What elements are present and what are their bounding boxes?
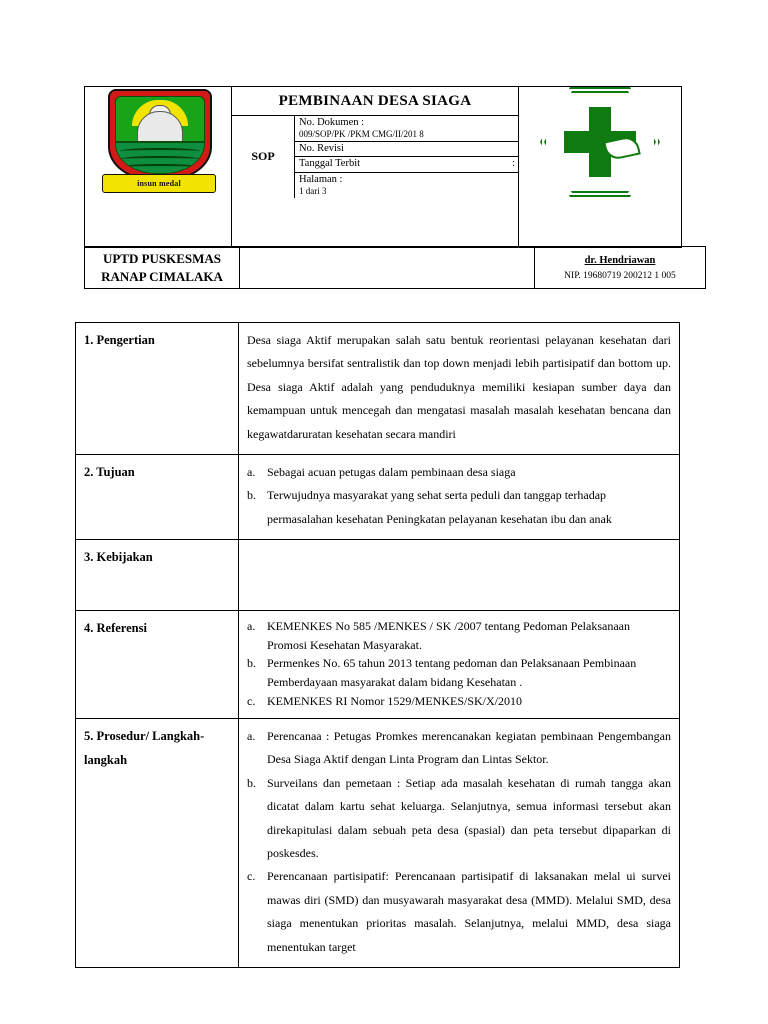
section-body-prosedur — [239, 719, 680, 968]
no-dokumen-label: No. Dokumen : — [299, 117, 365, 128]
list-text: Sebagai acuan petugas dalam pembinaan desa siaga — [267, 464, 516, 479]
identity-row-table — [84, 246, 706, 289]
list-item — [247, 654, 671, 691]
unit-name: UPTD PUSKESMAS RANAP CIMALAKA — [85, 247, 240, 289]
list-marker: a. — [247, 619, 256, 634]
list-text: KEMENKES RI Nomor 1529/MENKES/SK/X/2010 — [267, 693, 523, 708]
list-marker: c. — [247, 693, 256, 708]
halaman-value: 1 dari 3 — [299, 186, 327, 197]
list-item — [247, 484, 671, 531]
list-marker: b. — [247, 488, 256, 503]
signer-name: dr. Hendriawan — [584, 254, 656, 266]
section-title: Tujuan — [96, 464, 135, 479]
no-revisi-row — [295, 142, 518, 157]
section-label-kebijakan — [76, 540, 239, 611]
section-title: Kebijakan — [96, 550, 153, 565]
section-label-referensi — [76, 611, 239, 719]
list-marker: b. — [247, 656, 256, 671]
section-body-kebijakan — [239, 540, 680, 611]
list-item — [247, 865, 671, 959]
list-marker: c. — [247, 869, 256, 884]
title-and-sop-cell — [232, 87, 519, 248]
signer-nip: NIP. 19680719 200212 1 005 — [564, 270, 676, 281]
list-item — [247, 725, 671, 772]
tanggal-terbit-value: : — [512, 158, 515, 170]
section-body-tujuan — [239, 454, 680, 539]
section-number: 5. — [84, 729, 94, 744]
table-row — [76, 323, 680, 455]
section-number: 3. — [84, 550, 94, 565]
section-title: Referensi — [96, 621, 147, 636]
signer-block — [535, 247, 706, 289]
green-cross-health-logo-icon — [540, 87, 660, 197]
table-row — [76, 540, 680, 611]
no-dokumen-row — [295, 116, 518, 142]
list-text: Surveilans dan pemetaan : Setiap ada masalah kesehatan di rumah tangga akan dicatat dalam kartu sehat keluarga. Selanjutnya, semua informasi tersebut akan direkapitulasi dalam sebuah peta desa (spasial) dan peta tersebut dipaparkan di poskesdes. — [267, 775, 671, 861]
list-text: Terwujudnya masyarakat yang sehat serta peduli dan tanggap terhadap permasalahan kesehatan Peningkatan pelayanan kesehatan ibu dan anak — [267, 488, 612, 526]
health-logo-cell — [519, 87, 682, 248]
list-item — [247, 461, 671, 484]
list-marker: a. — [247, 729, 256, 744]
section-number: 2. — [84, 464, 94, 479]
document-header-table — [84, 86, 682, 248]
tanggal-terbit-row — [295, 157, 518, 172]
signature-space — [240, 247, 535, 289]
list-marker: a. — [247, 464, 256, 479]
list-text: Perencanaa : Petugas Promkes merencanakan kegiatan pembinaan Pengembangan Desa Siaga Aktif dengan Linta Program dan Lintas Sektor. — [267, 729, 671, 767]
table-row — [76, 454, 680, 539]
section-title: Prosedur/ Langkah-langkah — [84, 729, 205, 767]
page-title: PEMBINAAN DESA SIAGA — [232, 87, 518, 116]
list-marker: b. — [247, 775, 256, 790]
section-number: 1. — [84, 333, 94, 347]
table-row — [76, 719, 680, 968]
no-dokumen-value: 009/SOP/PK /PKM CMG/II/201 8 — [299, 129, 424, 140]
no-revisi-label: No. Revisi — [299, 142, 344, 154]
section-body-referensi — [239, 611, 680, 719]
sop-content-table — [75, 322, 680, 968]
section-label-pengertian — [76, 323, 239, 455]
halaman-row — [295, 173, 518, 198]
regency-crest-logo-icon — [102, 87, 214, 195]
table-row — [76, 611, 680, 719]
crest-ribbon-text: insun medal — [102, 174, 216, 193]
tanggal-terbit-label: Tanggal Terbit — [299, 158, 361, 170]
sop-label: SOP — [232, 116, 295, 198]
section-title: Pengertian — [96, 333, 155, 347]
list-item — [247, 617, 671, 654]
list-text: KEMENKES No 585 /MENKES / SK /2007 tentang Pedoman Pelaksanaan Promosi Kesehatan Masyarakat. — [267, 619, 630, 652]
halaman-label: Halaman : — [299, 173, 343, 185]
section-body-pengertian: Desa siaga Aktif merupakan salah satu bentuk reorientasi pelayanan kesehatan dari sebelumnya bersifat sentralistik dan top down menjadi lebih partisipatif dan bottom up. Desa siaga Aktif adalah yang penduduknya memiliki kesiapan sumber daya dan kemampuan untuk mencegah dan mengatasi masalah masalah kesehatan bencana dan kegawatdaruratan kesehatan secara mandiri — [239, 323, 680, 455]
list-text: Perencanaan partisipatif: Perencanaan partisipatif di laksanakan melal ui survei mawas diri (SMD) dan musyawarah masyarakat desa (MMD). Melalui SMD, desa siaga menentukan prioritas masalah. Selanjutnya, melalui MMD, desa siaga menentukan target — [267, 869, 671, 954]
crest-logo-cell — [85, 87, 232, 248]
section-label-prosedur — [76, 719, 239, 968]
list-item — [247, 692, 671, 711]
section-label-tujuan — [76, 454, 239, 539]
list-item — [247, 772, 671, 866]
list-text: Permenkes No. 65 tahun 2013 tentang pedoman dan Pelaksanaan Pembinaan Pemberdayaan masyarakat dalam bidang Kesehatan . — [267, 656, 637, 689]
section-number: 4. — [84, 621, 94, 636]
